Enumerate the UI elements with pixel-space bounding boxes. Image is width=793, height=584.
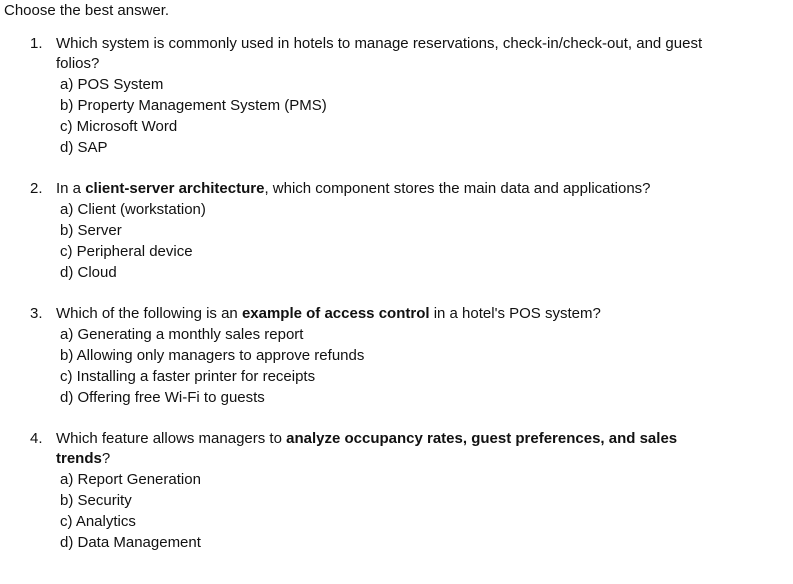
- question-item: [0, 429, 793, 553]
- answer-options: [56, 199, 793, 283]
- question-item: [0, 179, 793, 283]
- answer-option: b) Property Management System (PMS): [60, 97, 327, 114]
- answer-option: d) Offering free Wi-Fi to guests: [60, 389, 265, 406]
- question-list: [0, 34, 793, 574]
- answer-options: [56, 324, 793, 408]
- question-text: [56, 429, 716, 469]
- answer-options: [56, 74, 793, 158]
- question-text-emphasis: analyze occupancy rates, guest preferences, and sales trends: [56, 430, 678, 467]
- answer-option: d) SAP: [60, 139, 108, 156]
- question-text: [56, 304, 716, 324]
- answer-option: c) Installing a faster printer for receipts: [60, 368, 316, 385]
- question-item: [0, 304, 793, 408]
- question-text-segment: In a: [56, 180, 86, 197]
- question-text-emphasis: example of access control: [241, 305, 430, 322]
- question-number: 4.: [30, 430, 43, 447]
- answer-option: b) Allowing only managers to approve refunds: [60, 347, 365, 364]
- question-text-segment: ?: [101, 450, 111, 467]
- question-text: [56, 179, 716, 199]
- question-item: [0, 34, 793, 158]
- answer-option: d) Data Management: [60, 534, 201, 551]
- question-text-segment: Which of the following is an: [56, 305, 242, 322]
- answer-option: a) Generating a monthly sales report: [60, 326, 304, 343]
- answer-option: a) POS System: [60, 76, 164, 93]
- answer-option: c) Analytics: [60, 513, 136, 530]
- question-number: 1.: [30, 35, 43, 52]
- question-text-segment: in a hotel's POS system?: [429, 305, 601, 322]
- answer-option: a) Client (workstation): [60, 201, 206, 218]
- question-text: [56, 34, 716, 74]
- answer-options: [56, 469, 793, 553]
- answer-option: c) Microsoft Word: [60, 118, 178, 135]
- question-text-segment: , which component stores the main data and applications?: [264, 180, 651, 197]
- question-text-segment: Which system is commonly used in hotels to manage reservations, check-in/check-out, and guest folios?: [56, 35, 703, 72]
- question-text-emphasis: client-server architecture: [85, 180, 265, 197]
- answer-option: a) Report Generation: [60, 471, 201, 488]
- question-text-segment: Which feature allows managers to: [56, 430, 287, 447]
- question-number: 3.: [30, 305, 43, 322]
- answer-option: b) Security: [60, 492, 132, 509]
- question-number: 2.: [30, 180, 43, 197]
- answer-option: c) Peripheral device: [60, 243, 193, 260]
- instruction-text: Choose the best answer.: [4, 2, 170, 19]
- answer-option: b) Server: [60, 222, 122, 239]
- answer-option: d) Cloud: [60, 264, 117, 281]
